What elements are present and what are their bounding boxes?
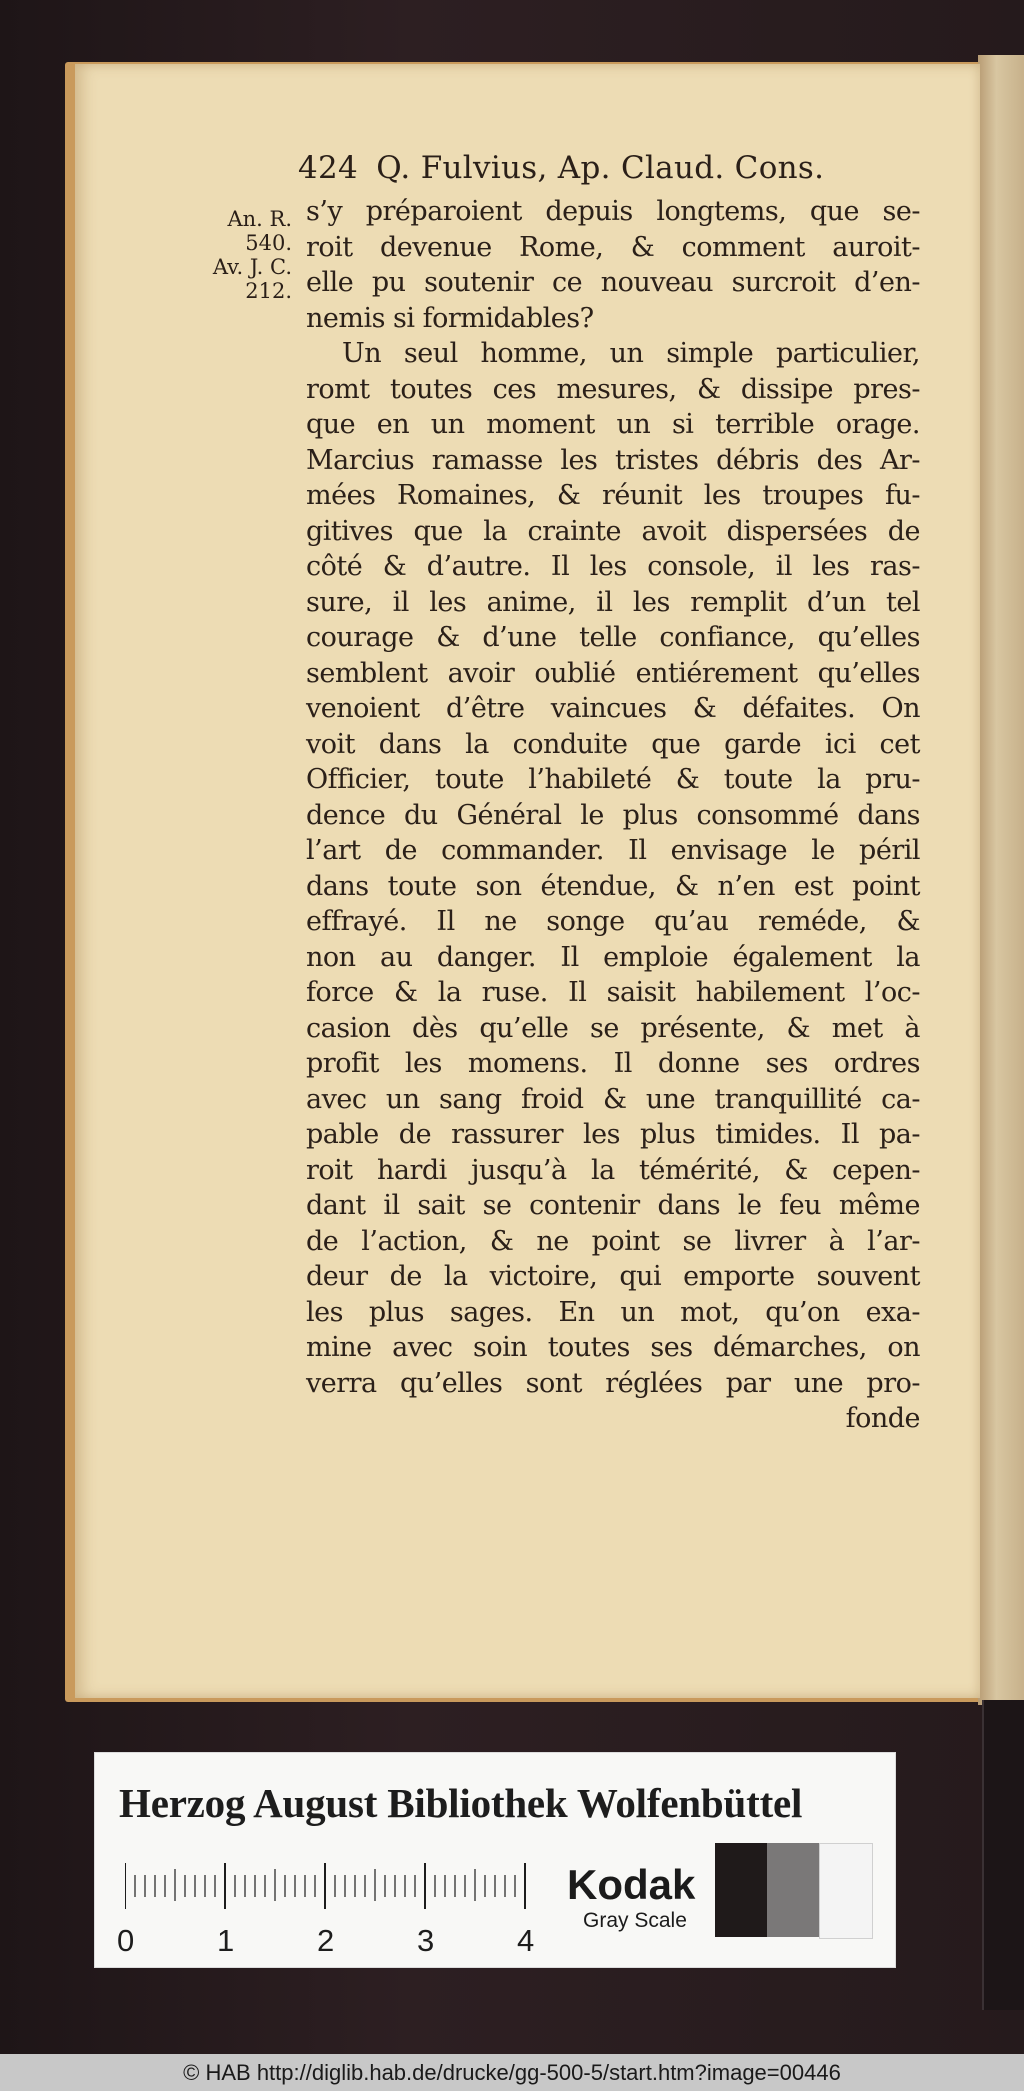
text-line: elle pu soutenir ce nouveau surcroit d’en- (306, 267, 920, 298)
margin-note-line: 212. (245, 279, 292, 303)
swatch-white (819, 1843, 873, 1939)
running-head (298, 150, 824, 186)
text-line: deur de la victoire, qui emporte souvent (306, 1261, 920, 1292)
footer-bar (0, 2054, 1024, 2091)
text-line: sure, il les anime, il les remplit d’un tel (306, 586, 920, 618)
running-head-title: Q. Fulvius, Ap. Claud. Cons. (376, 150, 825, 186)
ruler-label: 0 (117, 1923, 135, 1958)
text-line: que en un moment un si terrible orage. (306, 409, 920, 440)
text-line: gitives que la crainte avoit dispersées de (306, 515, 920, 547)
text-line: dence du Général le plus consommé dans (306, 799, 920, 831)
measurement-ruler (125, 1861, 625, 1911)
text-line: de l’action, & ne point se livrer à l’ar- (306, 1225, 920, 1257)
gray-scale-swatches (715, 1843, 873, 1937)
text-line: les plus sages. En un mot, qu’on exa- (306, 1296, 920, 1328)
catchword: fonde (845, 1403, 920, 1434)
margin-note-line: Av. J. C. (212, 255, 292, 279)
text-line: Un seul homme, un simple particulier, (342, 338, 920, 369)
swatch-gray (767, 1843, 819, 1937)
text-line: s’y préparoient depuis longtems, que se- (306, 196, 920, 227)
text-line: venoient d’être vaincues & défaites. On (306, 693, 920, 724)
text-line: Marcius ramasse les tristes débris des Ar- (306, 444, 920, 476)
margin-note (182, 207, 292, 303)
text-line: avec un sang froid & une tranquillité ca- (306, 1083, 920, 1115)
text-line: roit hardi jusqu’à la témérité, & cepen- (306, 1154, 920, 1186)
text-line: romt toutes ces mesures, & dissipe pres- (306, 373, 920, 405)
text-line: casion dès qu’elle se présente, & met à (306, 1012, 920, 1044)
text-line: non au danger. Il emploie également la (306, 941, 920, 973)
ruler-label: 4 (517, 1923, 535, 1958)
body-text (306, 194, 920, 1437)
text-line: verra qu’elles sont réglées par une pro- (306, 1367, 920, 1399)
color-reference-card (94, 1752, 896, 1968)
text-line: force & la ruse. Il saisit habilement l’oc- (306, 977, 920, 1008)
ruler-label: 1 (217, 1923, 235, 1958)
text-line: Officier, toute l’habileté & toute la pru- (306, 764, 920, 795)
text-line: dans toute son étendue, & n’en est point (306, 870, 920, 902)
margin-note-line: 540. (245, 231, 292, 255)
text-line: voit dans la conduite que garde ici cet (306, 728, 920, 760)
text-line: mées Romaines, & réunit les troupes fu- (306, 480, 920, 511)
gray-scale-label: Gray Scale (583, 1909, 687, 1932)
text-line: semblent avoir oublié entiérement qu’elles (306, 657, 920, 689)
text-line: nemis si formidables? (306, 302, 594, 334)
text-line: effrayé. Il ne songe qu’au reméde, & (306, 906, 920, 937)
kodak-logo: Kodak (567, 1861, 696, 1908)
page-number: 424 (298, 150, 359, 186)
ruler-label: 2 (317, 1923, 335, 1958)
text-line: profit les momens. Il donne ses ordres (306, 1048, 920, 1079)
margin-note-line: An. R. (227, 207, 292, 231)
text-line: côté & d’autre. Il les console, il les ras- (306, 551, 920, 582)
text-line: roit devenue Rome, & comment auroit- (306, 231, 920, 263)
institution-name: Herzog August Bibliothek Wolfenbüttel (119, 1780, 803, 1826)
text-line: l’art de commander. Il envisage le péril (306, 835, 920, 866)
adjacent-leaf-shadow (982, 1700, 1024, 2010)
text-line: mine avec soin toutes ses démarches, on (306, 1332, 920, 1363)
swatch-black (715, 1843, 767, 1937)
text-line: pable de rassurer les plus timides. Il pa- (306, 1119, 920, 1150)
adjacent-leaf (978, 55, 1024, 1705)
text-line: dant il sait se contenir dans le feu même (306, 1190, 920, 1221)
ruler-label: 3 (417, 1923, 435, 1958)
text-line: courage & d’une telle confiance, qu’elles (306, 622, 920, 653)
copyright-link[interactable]: © HAB http://diglib.hab.de/drucke/gg-500-5/start.htm?image=00446 (183, 2059, 841, 2085)
